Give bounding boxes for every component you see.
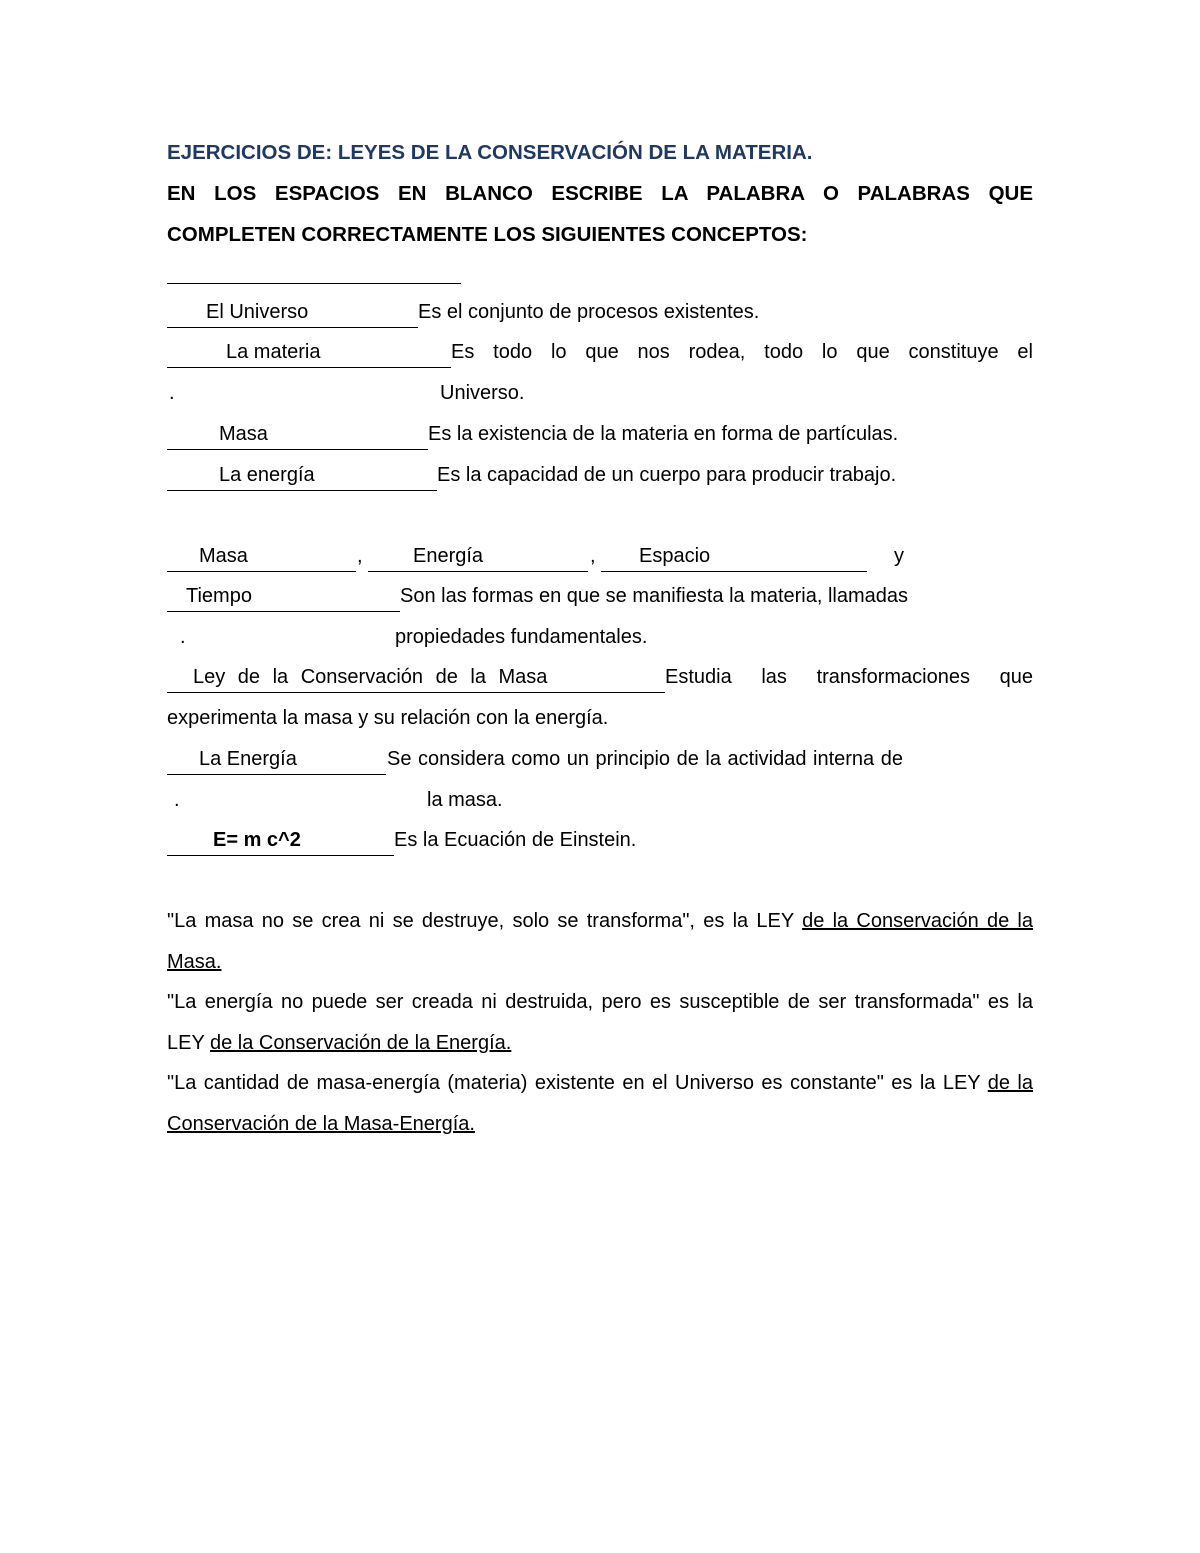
definition-energia: Es la capacidad de un cuerpo para producir trabajo. [437,464,897,486]
definition-la-energia: Se considera como un principio de la actividad interna de [387,748,903,770]
law-answer: de la Conservación de la Masa. [167,910,1033,973]
answer-text: E= m c^2 [213,829,301,851]
document-title: EJERCICIOS DE: LEYES DE LA CONSERVACIÓN DE LA MATERIA. [167,141,813,164]
definition-materia: Es todo lo que nos rodea, todo lo que constituye el [451,341,1033,363]
definition-formas-continuation: propiedades fundamentales. [395,626,648,648]
definition-einstein: Es la Ecuación de Einstein. [394,829,637,851]
answer-text: La materia [226,341,321,363]
law-paragraph-3 [167,1063,1033,1144]
dot-marker: . [169,382,175,404]
answer-text: La energía [219,464,315,486]
answer-text: El Universo [206,301,309,323]
answer-blank-masa [167,420,428,450]
answer-blank-masa-2 [167,542,356,572]
answer-blank-la-energia [167,745,386,775]
answer-blank-einstein [167,826,394,856]
conjunction-y: y [894,545,904,567]
instructions-line-2: COMPLETEN CORRECTAMENTE LOS SIGUIENTES CONCEPTOS: [167,223,808,246]
dot-marker: . [174,789,180,811]
definition-ley-masa: Estudia las transformaciones que [665,666,1033,688]
instructions-line-1: EN LOS ESPACIOS EN BLANCO ESCRIBE LA PALABRA O PALABRAS QUE [167,182,1033,205]
separator-comma: , [357,545,363,567]
answer-text: Masa [219,423,268,445]
definition-formas: Son las formas en que se manifiesta la materia, llamadas [400,585,909,607]
definition-la-energia-continuation: la masa. [427,789,503,811]
answer-blank-tiempo [167,582,400,612]
answer-blank-ley-masa [167,663,665,693]
law-statement: "La cantidad de masa-energía (materia) existente en el Universo es constante" es la LEY [167,1072,988,1094]
answer-text: Espacio [639,545,711,567]
answer-text: Masa [199,545,248,567]
dot-marker: . [180,626,186,648]
law-paragraph-2 [167,982,1033,1063]
definition-ley-masa-continuation: experimenta la masa y su relación con la energía. [167,707,609,729]
answer-blank-energia [167,461,437,491]
definition-universo: Es el conjunto de procesos existentes. [418,301,760,323]
document-page [167,0,1033,1553]
answer-text: Ley de la Conservación de la Masa [193,666,548,688]
answer-blank-espacio [601,542,867,572]
law-statement: "La energía no puede ser creada ni destruida, pero es susceptible de ser transformada" es la LEY [167,991,1033,1054]
answer-text: Tiempo [186,585,252,607]
answer-blank-energia-2 [368,542,588,572]
answer-text: La Energía [199,748,297,770]
definition-materia-continuation: Universo. [440,382,525,404]
answer-blank-materia [167,338,451,368]
answer-blank-universo [167,298,418,328]
definition-masa: Es la existencia de la materia en forma de partículas. [428,423,899,445]
law-answer: de la Conservación de la Masa-Energía. [167,1072,1033,1135]
answer-text: Energía [413,545,484,567]
blank-rule [167,283,461,284]
separator-comma: , [590,545,596,567]
law-statement: "La masa no se crea ni se destruye, solo se transforma", es la LEY [167,910,803,932]
law-answer: de la Conservación de la Energía. [210,1031,512,1054]
law-paragraph-1 [167,901,1033,982]
